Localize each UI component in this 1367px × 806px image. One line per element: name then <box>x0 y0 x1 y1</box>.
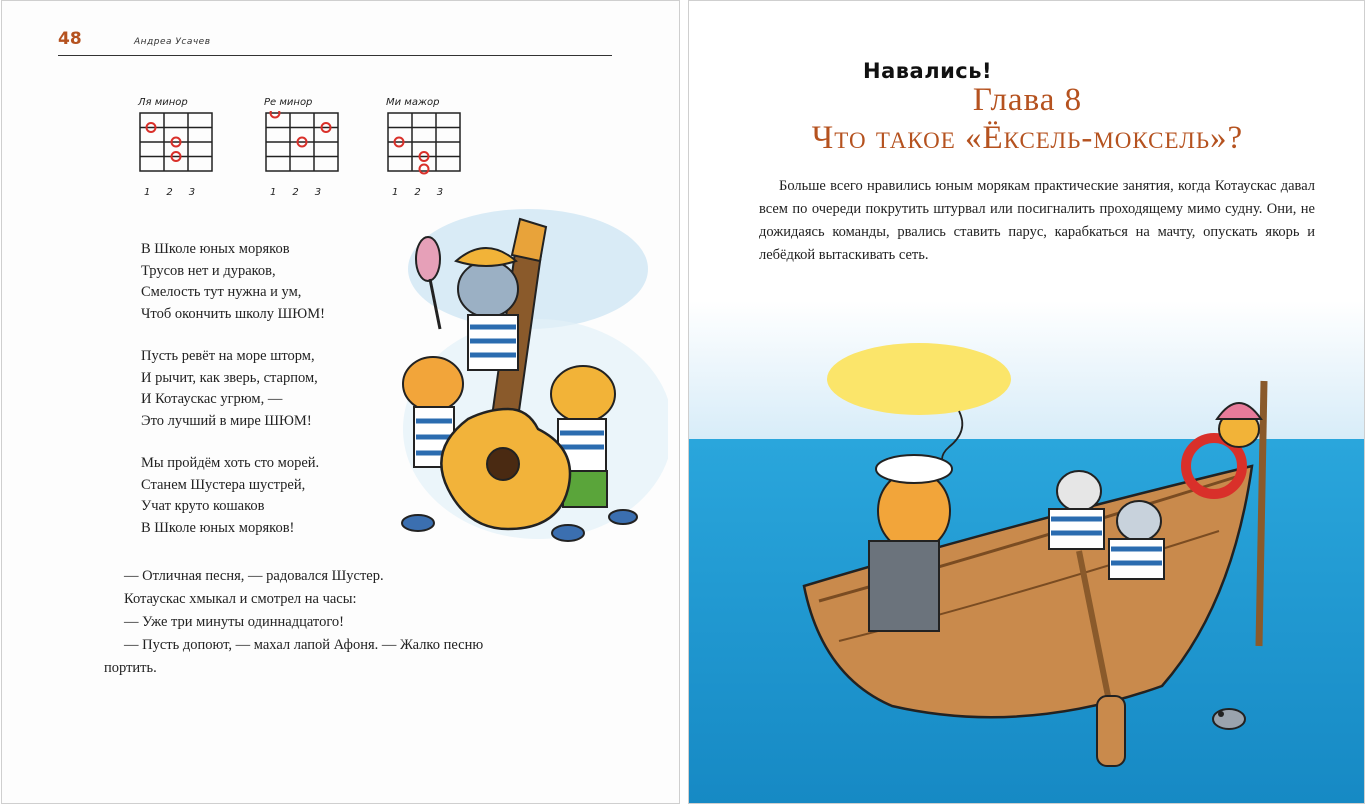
chapter-title: Что такое «Ёксель-моксель»? <box>811 120 1244 156</box>
poem-stanza <box>141 239 325 325</box>
fret-numbers <box>270 187 344 198</box>
poem-line: Учат круто кошаков <box>141 498 265 514</box>
fret-number: 3 <box>314 187 322 198</box>
cats-with-guitar-illustration <box>378 179 668 549</box>
poem-line: В Школе юных моряков! <box>141 519 295 536</box>
page-number: 48 <box>58 29 82 49</box>
chapter-body-text: Больше всего нравились юным морякам практические занятия, когда Котаускас давал всем по очереди покрутить штурвал или посигналить проходящему мимо судну. Они, не дожидаясь команды, рвались ставить парус, карабкаться на мачту, опускать якорь и лебёдкой вытаскивать сеть. <box>759 178 1315 263</box>
fret-number: 2 <box>292 187 299 198</box>
chord-grid <box>264 111 344 187</box>
dialogue-line: — Уже три минуты одиннадцатого! <box>124 614 344 630</box>
speech-bubble-text: Навались! <box>863 59 993 83</box>
dialogue-line: Котаускас хмыкал и смотрел на часы: <box>124 591 357 607</box>
header-divider <box>58 55 612 56</box>
chord-name: Ми мажор <box>386 97 440 108</box>
dialogue-line: портить. <box>104 660 157 676</box>
poem-line: Трусов нет и дураков, <box>141 262 276 279</box>
poem-line: И рычит, как зверь, старпом, <box>141 369 318 386</box>
chord-grid <box>138 111 218 187</box>
dialogue-line: — Пусть допоют, — махал лапой Афоня. — Жалко песню <box>124 637 484 653</box>
boat-on-sea-illustration <box>689 301 1365 804</box>
chord-name: Ре минор <box>264 97 313 108</box>
poem-line: Смелость тут нужна и ум, <box>141 284 302 300</box>
fret-number: 3 <box>436 187 444 198</box>
poem-line: Пусть ревёт на море шторм, <box>141 348 315 364</box>
poem-line: Станем Шустера шустрей, <box>141 476 306 493</box>
right-page <box>688 0 1365 804</box>
fret-number: 3 <box>188 187 196 198</box>
left-page <box>1 0 680 804</box>
fret-number: 1 <box>144 187 151 198</box>
chord-grid <box>386 111 466 187</box>
chord-a-minor <box>138 97 228 207</box>
fret-number: 1 <box>270 187 277 198</box>
fret-numbers <box>144 187 218 198</box>
song-poem <box>141 239 325 560</box>
dialogue-text <box>104 565 584 680</box>
chapter-number: Глава 8 <box>972 82 1083 118</box>
fret-number: 2 <box>414 187 421 198</box>
poem-stanza <box>141 346 325 432</box>
chord-name: Ля минор <box>138 97 188 108</box>
poem-line: Мы пройдём хоть сто морей. <box>141 455 320 471</box>
poem-line: В Школе юных моряков <box>141 241 290 257</box>
chapter-heading <box>689 81 1365 157</box>
fret-number: 2 <box>166 187 173 198</box>
author-name: Андреа Усачев <box>134 37 211 47</box>
poem-stanza <box>141 453 325 539</box>
poem-line: И Котаускас угрюм, — <box>141 391 283 407</box>
poem-line: Это лучший в мире ШЮМ! <box>141 412 312 429</box>
fret-number: 1 <box>392 187 399 198</box>
poem-line: Чтоб окончить школу ШЮМ! <box>141 305 325 322</box>
dialogue-line: — Отличная песня, — радовался Шустер. <box>124 568 384 584</box>
chord-d-minor <box>264 97 354 207</box>
